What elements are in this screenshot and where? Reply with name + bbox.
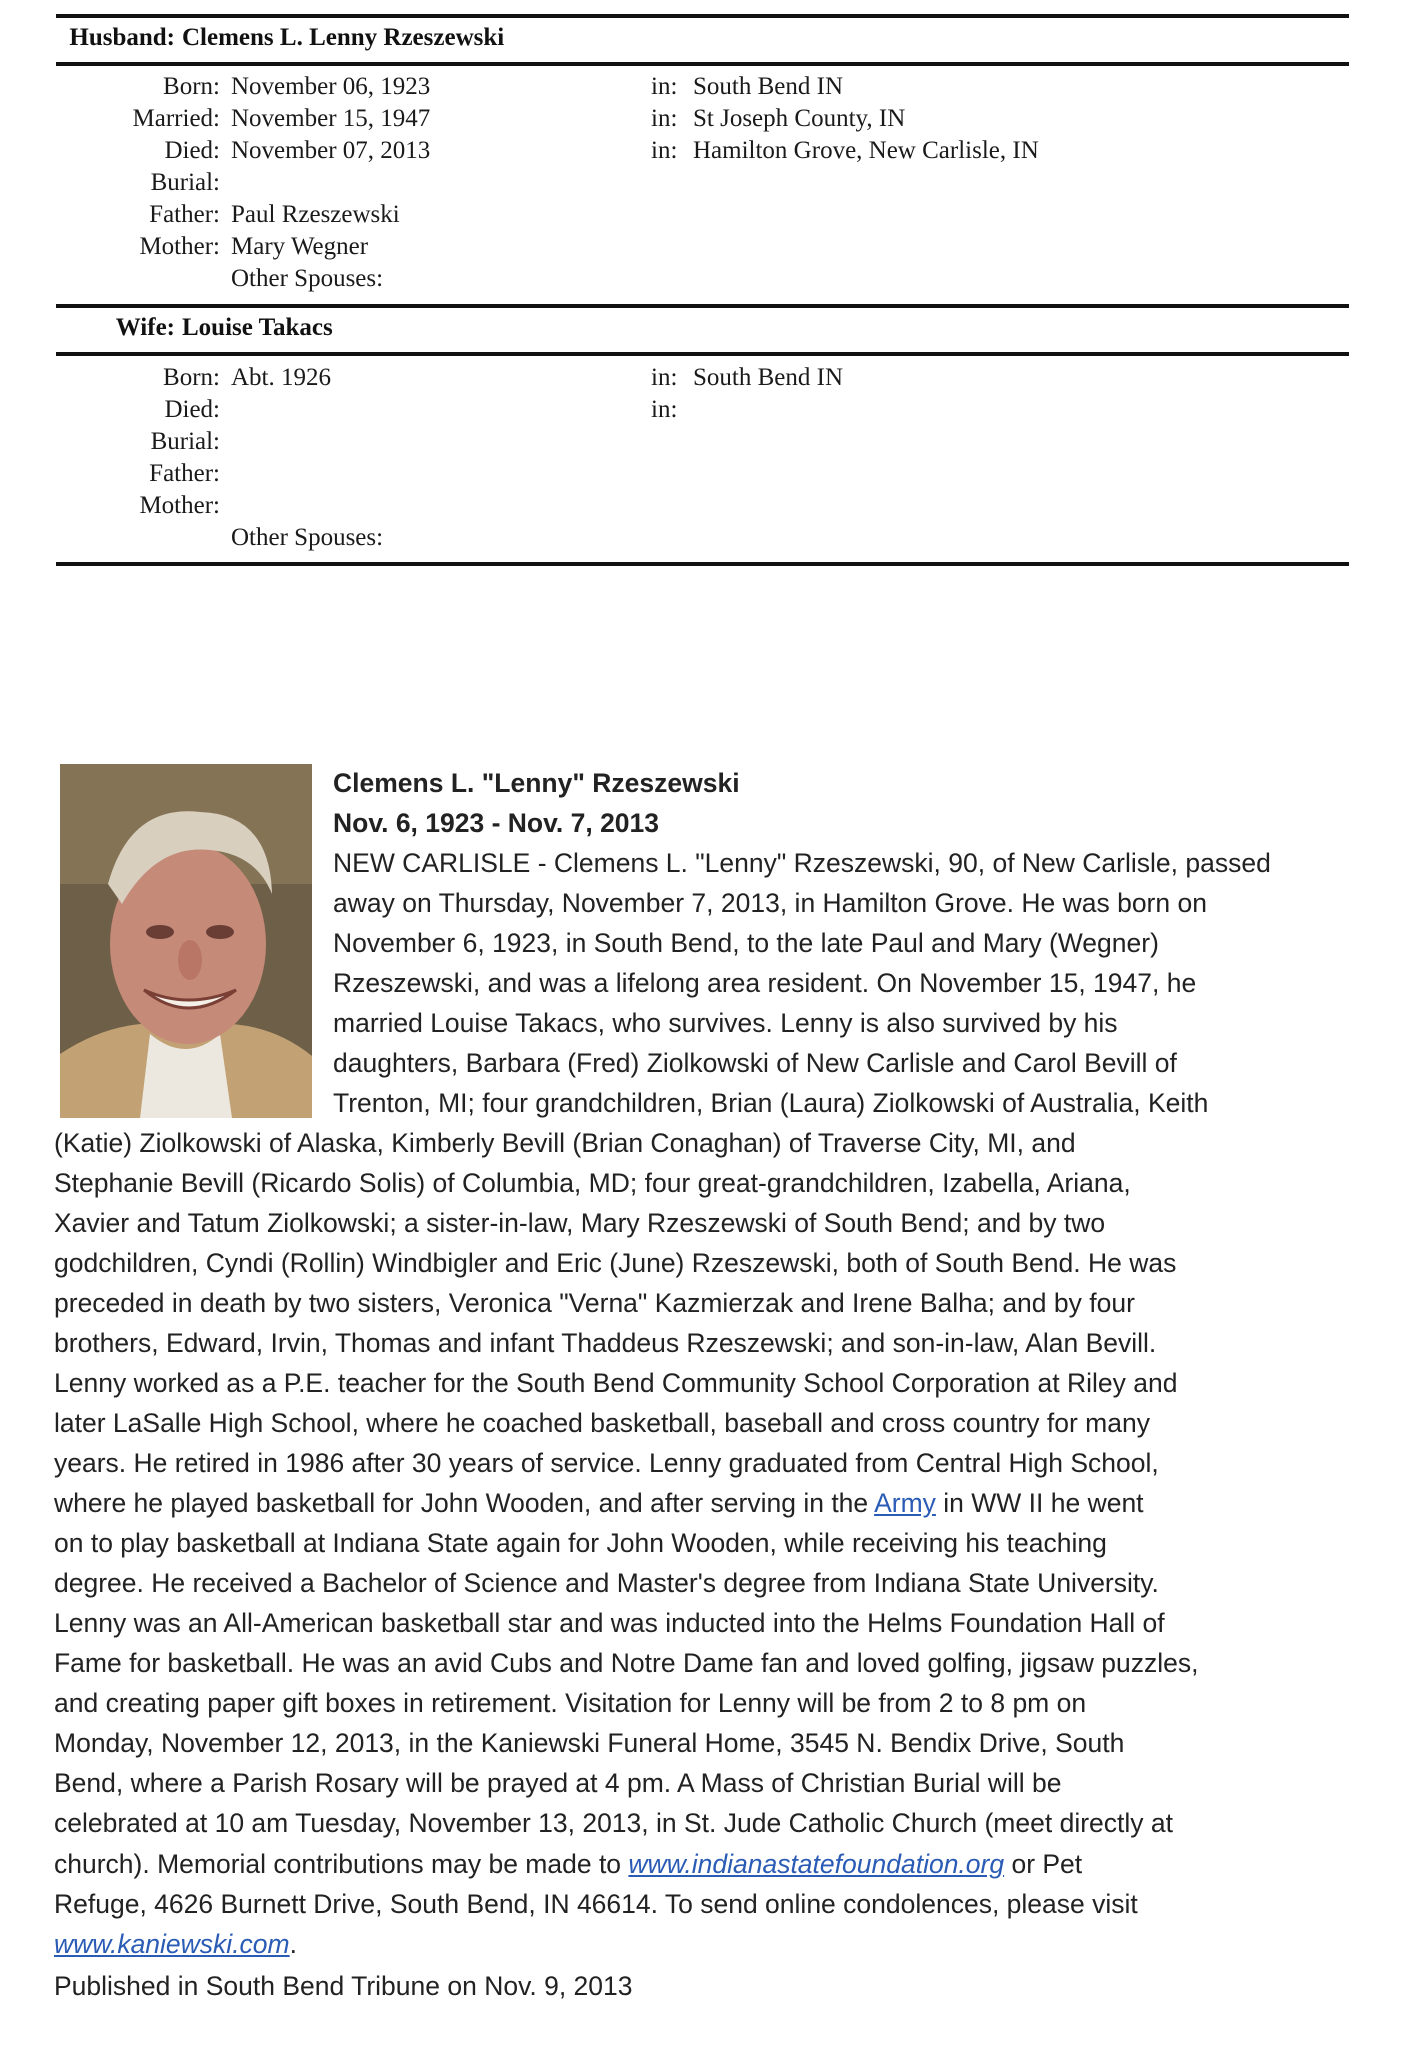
in-label: in: bbox=[651, 105, 678, 132]
portrait-photo bbox=[60, 764, 312, 1118]
in-label: in: bbox=[651, 73, 678, 100]
husband-header-rule bbox=[56, 62, 1349, 66]
obituary-line: brothers, Edward, Irvin, Thomas and infant Thaddeus Rzeszewski; and son-in-law, Alan Bevill. bbox=[54, 1328, 1157, 1358]
obituary-line: daughters, Barbara (Fred) Ziolkowski of New Carlisle and Carol Bevill of bbox=[333, 1048, 1177, 1078]
mother-label: Mother: bbox=[139, 492, 220, 519]
indianastatefoundation-link[interactable]: www.indianastatefoundation.org bbox=[628, 1849, 1005, 1879]
published-line: Published in South Bend Tribune on Nov. 9, 2013 bbox=[54, 1971, 633, 2001]
obituary-line: preceded in death by two sisters, Veronica "Verna" Kazmierzak and Irene Balha; and by four bbox=[54, 1288, 1135, 1318]
husband-married-date: November 15, 1947 bbox=[231, 105, 431, 132]
born-label: Born: bbox=[163, 364, 220, 391]
obituary-line: Fame for basketball. He was an avid Cubs and Notre Dame fan and loved golfing, jigsaw puzzles, bbox=[54, 1648, 1199, 1678]
husband-married-place: St Joseph County, IN bbox=[693, 105, 906, 132]
wife-top-rule bbox=[56, 304, 1349, 308]
obituary-line: married Louise Takacs, who survives. Lenny is also survived by his bbox=[333, 1008, 1118, 1038]
husband-died-date: November 07, 2013 bbox=[231, 137, 431, 164]
kaniewski-line bbox=[54, 1924, 297, 1964]
married-label: Married: bbox=[132, 105, 220, 132]
wife-born-date: Abt. 1926 bbox=[231, 364, 331, 391]
obituary-line: Stephanie Bevill (Ricardo Solis) of Columbia, MD; four great-grandchildren, Izabella, Ariana, bbox=[54, 1168, 1131, 1198]
born-label: Born: bbox=[163, 73, 220, 100]
obituary-line: and creating paper gift boxes in retirement. Visitation for Lenny will be from 2 to 8 pm on bbox=[54, 1688, 1087, 1718]
in-label: in: bbox=[651, 364, 678, 391]
obituary-line: degree. He received a Bachelor of Science and Master's degree from Indiana State University. bbox=[54, 1568, 1159, 1598]
husband-other-spouses: Other Spouses: bbox=[231, 265, 384, 292]
obituary-line: on to play basketball at Indiana State again for John Wooden, while receiving his teaching bbox=[54, 1528, 1107, 1558]
husband-born-place: South Bend IN bbox=[693, 73, 843, 100]
obituary-dates: Nov. 6, 1923 - Nov. 7, 2013 bbox=[333, 808, 660, 838]
obituary-line: November 6, 1923, in South Bend, to the late Paul and Mary (Wegner) bbox=[333, 928, 1159, 958]
wife-other-spouses: Other Spouses: bbox=[231, 524, 384, 551]
father-label: Father: bbox=[149, 201, 220, 228]
refuge-line: Refuge, 4626 Burnett Drive, South Bend, IN 46614. To send online condolences, please visit bbox=[54, 1889, 1138, 1919]
obituary-line: Bend, where a Parish Rosary will be prayed at 4 pm. A Mass of Christian Burial will be bbox=[54, 1768, 1062, 1798]
wife-header-rule bbox=[56, 352, 1349, 356]
memorial-line-pre: church). Memorial contributions may be made to bbox=[54, 1849, 629, 1879]
burial-label: Burial: bbox=[150, 169, 220, 196]
obituary-name: Clemens L. "Lenny" Rzeszewski bbox=[333, 768, 740, 798]
husband-header bbox=[0, 24, 504, 52]
wife-name: Louise Takacs bbox=[182, 314, 333, 341]
husband-born-date: November 06, 1923 bbox=[231, 73, 431, 100]
husband-father: Paul Rzeszewski bbox=[231, 201, 400, 228]
kaniewski-line-post: . bbox=[289, 1929, 297, 1959]
in-label: in: bbox=[651, 396, 678, 423]
burial-label: Burial: bbox=[150, 428, 220, 455]
bottom-rule bbox=[56, 562, 1349, 566]
died-label: Died: bbox=[164, 396, 220, 423]
obituary-line: (Katie) Ziolkowski of Alaska, Kimberly Bevill (Brian Conaghan) of Traverse City, MI, and bbox=[54, 1128, 1076, 1158]
kaniewski-link[interactable]: www.kaniewski.com bbox=[54, 1929, 290, 1959]
husband-label: Husband: bbox=[69, 24, 175, 51]
obituary-line: Lenny worked as a P.E. teacher for the South Bend Community School Corporation at Riley and bbox=[54, 1368, 1178, 1398]
memorial-line bbox=[54, 1844, 1082, 1884]
wife-born-place: South Bend IN bbox=[693, 364, 843, 391]
army-link[interactable]: Army bbox=[874, 1488, 936, 1518]
father-label: Father: bbox=[149, 460, 220, 487]
top-rule bbox=[56, 14, 1349, 18]
obituary-line: godchildren, Cyndi (Rollin) Windbigler and Eric (June) Rzeszewski, both of South Bend. He was bbox=[54, 1248, 1177, 1278]
army-line-pre: where he played basketball for John Wooden, and after serving in the bbox=[54, 1488, 875, 1518]
mother-label: Mother: bbox=[139, 233, 220, 260]
obituary-line: Trenton, MI; four grandchildren, Brian (Laura) Ziolkowski of Australia, Keith bbox=[333, 1088, 1209, 1118]
obituary-line: Lenny was an All-American basketball star and was inducted into the Helms Foundation Hall of bbox=[54, 1608, 1165, 1638]
obituary-line: NEW CARLISLE - Clemens L. "Lenny" Rzeszewski, 90, of New Carlisle, passed bbox=[333, 848, 1271, 878]
husband-died-place: Hamilton Grove, New Carlisle, IN bbox=[693, 137, 1039, 164]
died-label: Died: bbox=[164, 137, 220, 164]
obituary-line: Xavier and Tatum Ziolkowski; a sister-in-law, Mary Rzeszewski of South Bend; and by two bbox=[54, 1208, 1106, 1238]
army-line-post: in WW II he went bbox=[935, 1488, 1144, 1518]
wife-label: Wife: bbox=[115, 314, 175, 341]
obituary-line: years. He retired in 1986 after 30 years of service. Lenny graduated from Central High School, bbox=[54, 1448, 1159, 1478]
wife-header bbox=[0, 314, 333, 342]
obituary-line: Rzeszewski, and was a lifelong area resident. On November 15, 1947, he bbox=[333, 968, 1197, 998]
memorial-line-post: or Pet bbox=[1004, 1849, 1083, 1879]
obituary-line: later LaSalle High School, where he coached basketball, baseball and cross country for many bbox=[54, 1408, 1150, 1438]
husband-name: Clemens L. Lenny Rzeszewski bbox=[182, 24, 505, 51]
husband-mother: Mary Wegner bbox=[231, 233, 369, 260]
in-label: in: bbox=[651, 137, 678, 164]
portrait-illustration bbox=[60, 764, 312, 1118]
obituary-line: Monday, November 12, 2013, in the Kaniewski Funeral Home, 3545 N. Bendix Drive, South bbox=[54, 1728, 1125, 1758]
army-line bbox=[54, 1483, 1144, 1523]
obituary-line: away on Thursday, November 7, 2013, in Hamilton Grove. He was born on bbox=[333, 888, 1207, 918]
obituary-line: celebrated at 10 am Tuesday, November 13, 2013, in St. Jude Catholic Church (meet directly at bbox=[54, 1808, 1173, 1838]
